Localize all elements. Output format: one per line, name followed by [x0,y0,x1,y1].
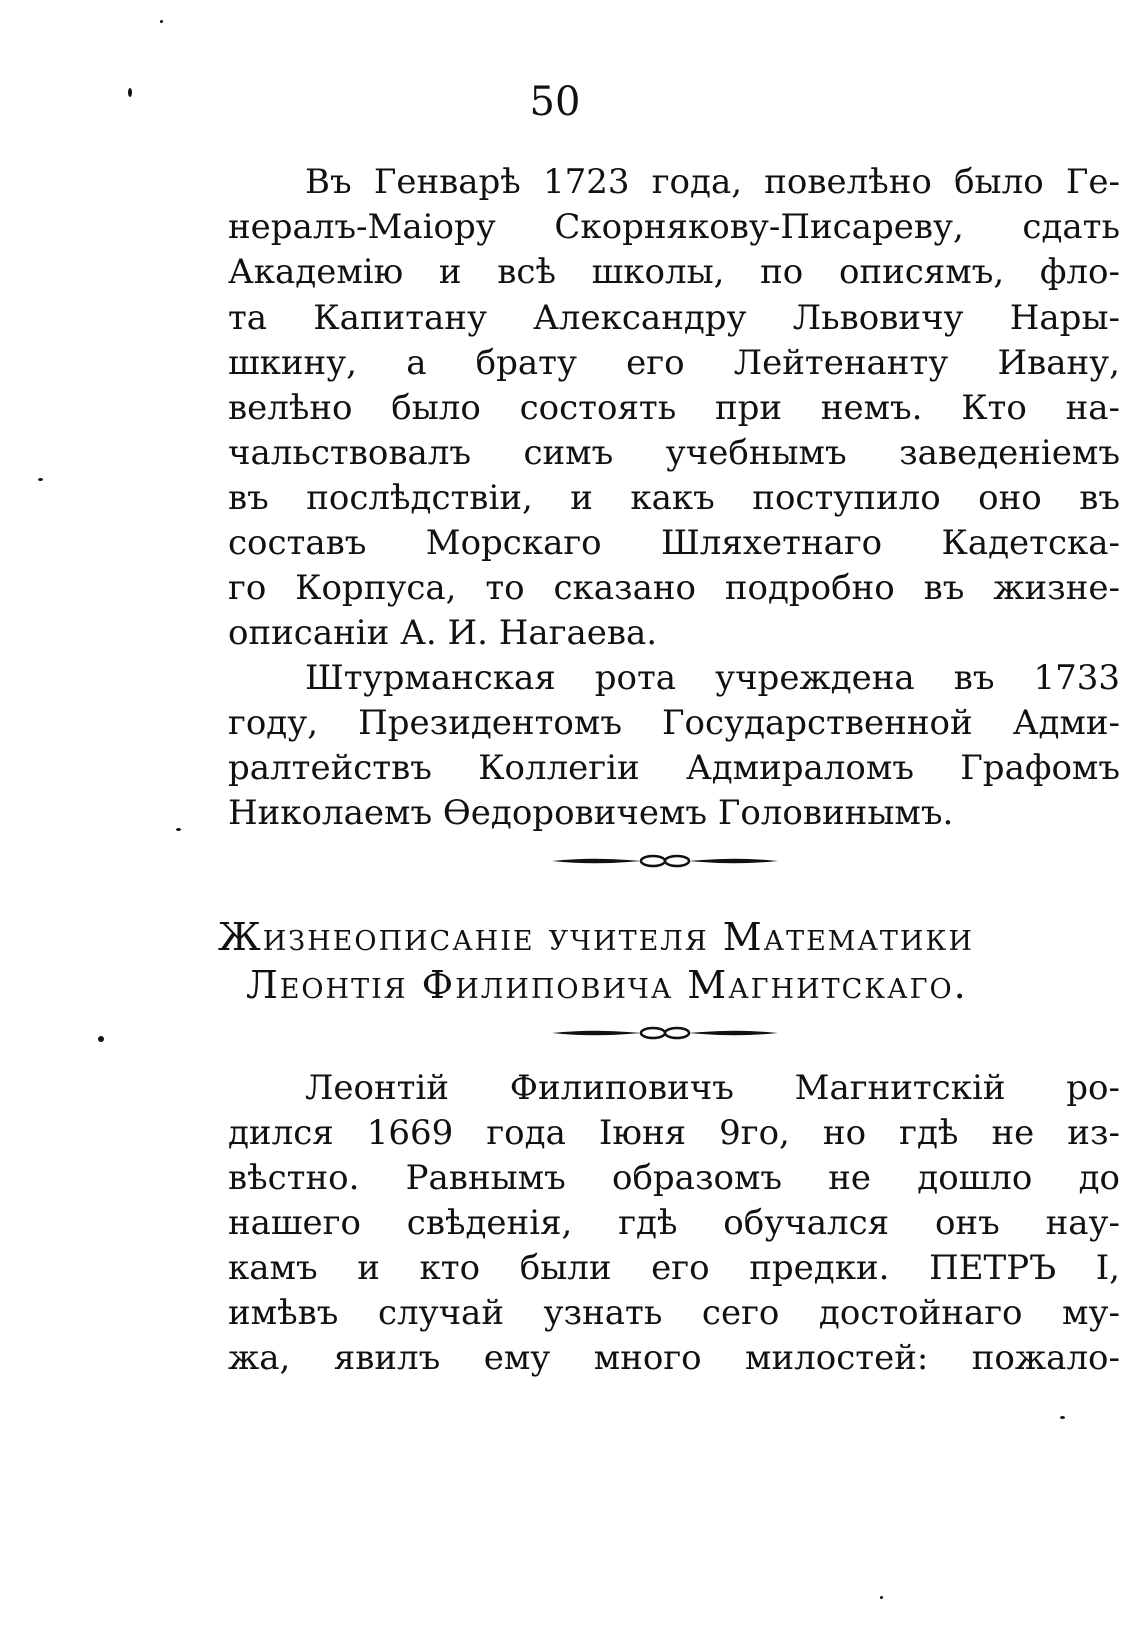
text-line: вѣстно. Равнымъ образомъ не дошло до [228,1158,1120,1198]
text-line: ралтействъ Коллегіи Адмираломъ Графомъ [228,748,1120,788]
scan-speck [176,828,181,831]
scan-speck [98,1036,104,1042]
text-line: имѣвъ случай узнать сего достойнаго му- [228,1293,1120,1333]
text-line: Леонтій Филиповичъ Магнитскій ро- [305,1068,1120,1108]
text-line: та Капитану Александру Львовичу Нары- [228,298,1120,338]
scan-speck [880,1596,883,1599]
text-line: го Корпуса, то сказано подробно въ жизне- [228,568,1120,608]
text-line: шкину, а брату его Лейтенанту Ивану, [228,343,1120,383]
scan-speck [1060,1416,1065,1419]
ornament-divider [550,850,780,872]
heading-line: Леонтія Филиповича Магнитскаго. [246,963,968,1007]
text-line: жа, явилъ ему много милостей: пожало- [228,1338,1120,1378]
text-line: дился 1669 года Іюня 9го, но гдѣ не из- [228,1113,1120,1153]
page-number: 50 [529,79,581,125]
scan-speck [160,20,163,23]
text-line: описаніи А. И. Нагаева. [228,613,658,653]
heading-line: Жизнеописаніе учителя Математики [218,915,974,959]
text-line: чальствовалъ симъ учебнымъ заведеніемъ [228,433,1120,473]
scan-speck [128,88,132,97]
text-line: нералъ-Маіору Скорнякову-Писареву, сдать [228,207,1120,247]
text-line: нашего свѣденія, гдѣ обучался онъ нау- [228,1203,1120,1243]
text-line: Въ Генварѣ 1723 года, повелѣно было Ге- [305,162,1120,202]
text-line: составъ Морскаго Шляхетнаго Кадетска- [228,523,1120,563]
text-line: Николаемъ Ѳедоровичемъ Головинымъ. [228,793,954,833]
text-line: Штурманская рота учреждена въ 1733 [305,658,1120,698]
text-line: Академію и всѣ школы, по описямъ, фло- [228,252,1120,292]
ornament-divider [550,1022,780,1044]
scan-speck [38,478,43,481]
text-line: году, Президентомъ Государственной Адми- [228,703,1120,743]
text-line: велѣно было состоять при немъ. Кто на- [228,388,1120,428]
text-line: камъ и кто были его предки. ПЕТРЪ I, [228,1248,1120,1288]
text-line: въ послѣдствіи, и какъ поступило оно въ [228,478,1120,518]
